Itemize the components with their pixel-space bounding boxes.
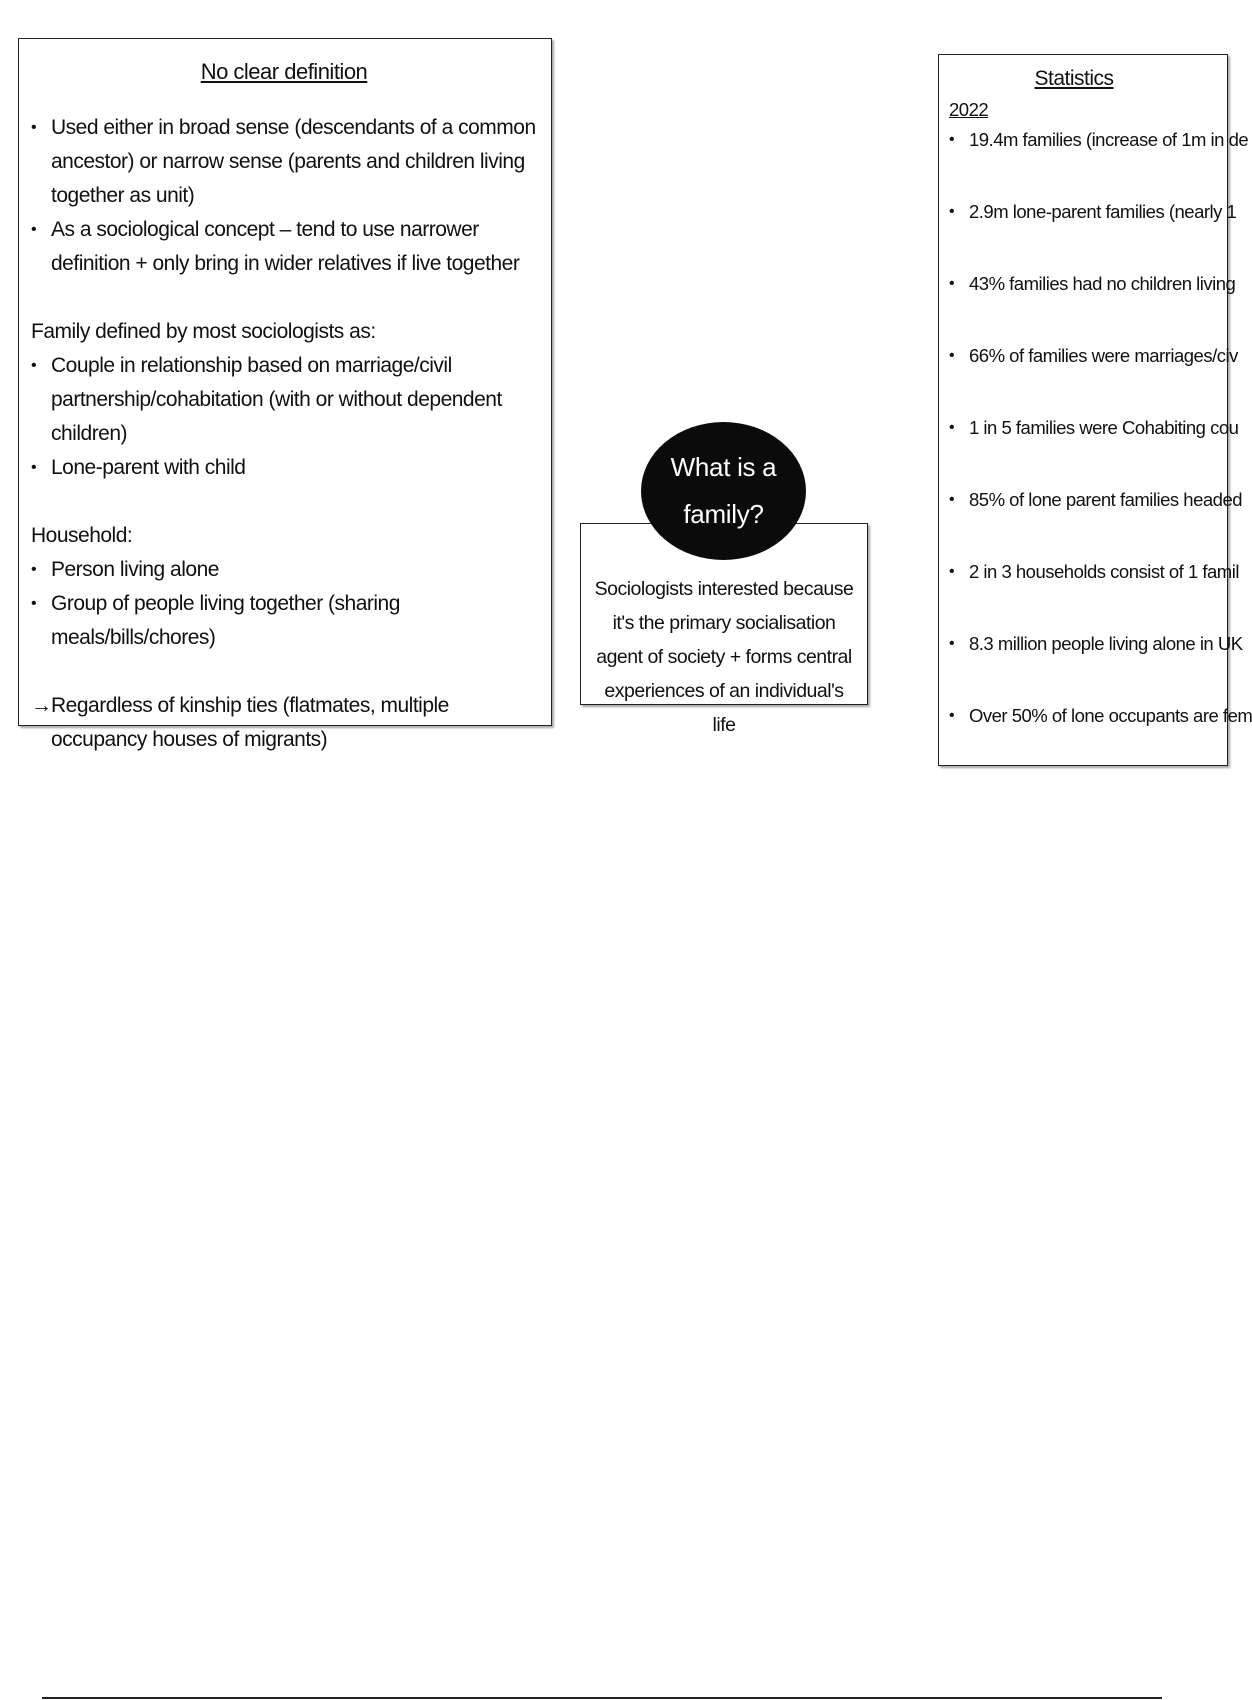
kinship-note-text: Regardless of kinship ties (flatmates, multiple occupancy houses of migrants) <box>51 694 449 751</box>
list-item: • As a sociological concept – tend to use narrower definition + only bring in wider relatives if live together <box>31 213 537 281</box>
statistics-title: Statistics <box>1034 67 1114 90</box>
list-item: • Lone-parent with child <box>31 451 537 485</box>
statistic-item: • 85% of lone parent families headed <box>949 485 1227 515</box>
household-bullets <box>31 553 537 655</box>
arrow-right-icon: → <box>31 694 52 717</box>
statistics-list <box>949 125 1252 731</box>
household-heading: Household: <box>31 524 133 547</box>
list-item: • Group of people living together (sharing meals/bills/chores) <box>31 587 537 655</box>
kinship-note <box>31 689 537 757</box>
family-heading: Family defined by most sociologists as: <box>31 320 376 343</box>
central-description: Sociologists interested because it's the primary socialisation agent of society + forms central experiences of an individual's life <box>594 578 854 736</box>
statistic-item: • 2 in 3 households consist of 1 famil <box>949 557 1227 587</box>
statistics-box <box>938 54 1252 766</box>
statistic-item: • 2.9m lone-parent families (nearly 1 <box>949 197 1227 227</box>
list-item: • Person living alone <box>31 553 537 587</box>
statistic-item: • 43% families had no children living <box>949 269 1227 299</box>
statistic-item: • 8.3 million people living alone in UK <box>949 629 1227 659</box>
central-topic-title: What is a family? <box>670 452 777 529</box>
list-item: • Couple in relationship based on marriage/civil partnership/cohabitation (with or without dependent children) <box>31 349 537 451</box>
list-item: • Used either in broad sense (descendants of a common ancestor) or narrow sense (parents and children living together as unit) <box>31 111 537 213</box>
statistic-item: • 19.4m families (increase of 1m in de <box>949 125 1227 155</box>
statistics-year: 2022 <box>949 99 989 120</box>
statistic-item: • 1 in 5 families were Cohabiting cou <box>949 413 1227 443</box>
definition-bullets <box>31 111 537 281</box>
page-divider <box>42 1697 1162 1699</box>
definition-title: No clear definition <box>200 59 368 84</box>
statistic-item: • Over 50% of lone occupants are fem <box>949 701 1227 731</box>
family-bullets <box>31 349 537 485</box>
central-topic-bubble <box>641 422 806 560</box>
statistic-item: • 66% of families were marriages/civ <box>949 341 1227 371</box>
definition-box <box>18 38 552 751</box>
